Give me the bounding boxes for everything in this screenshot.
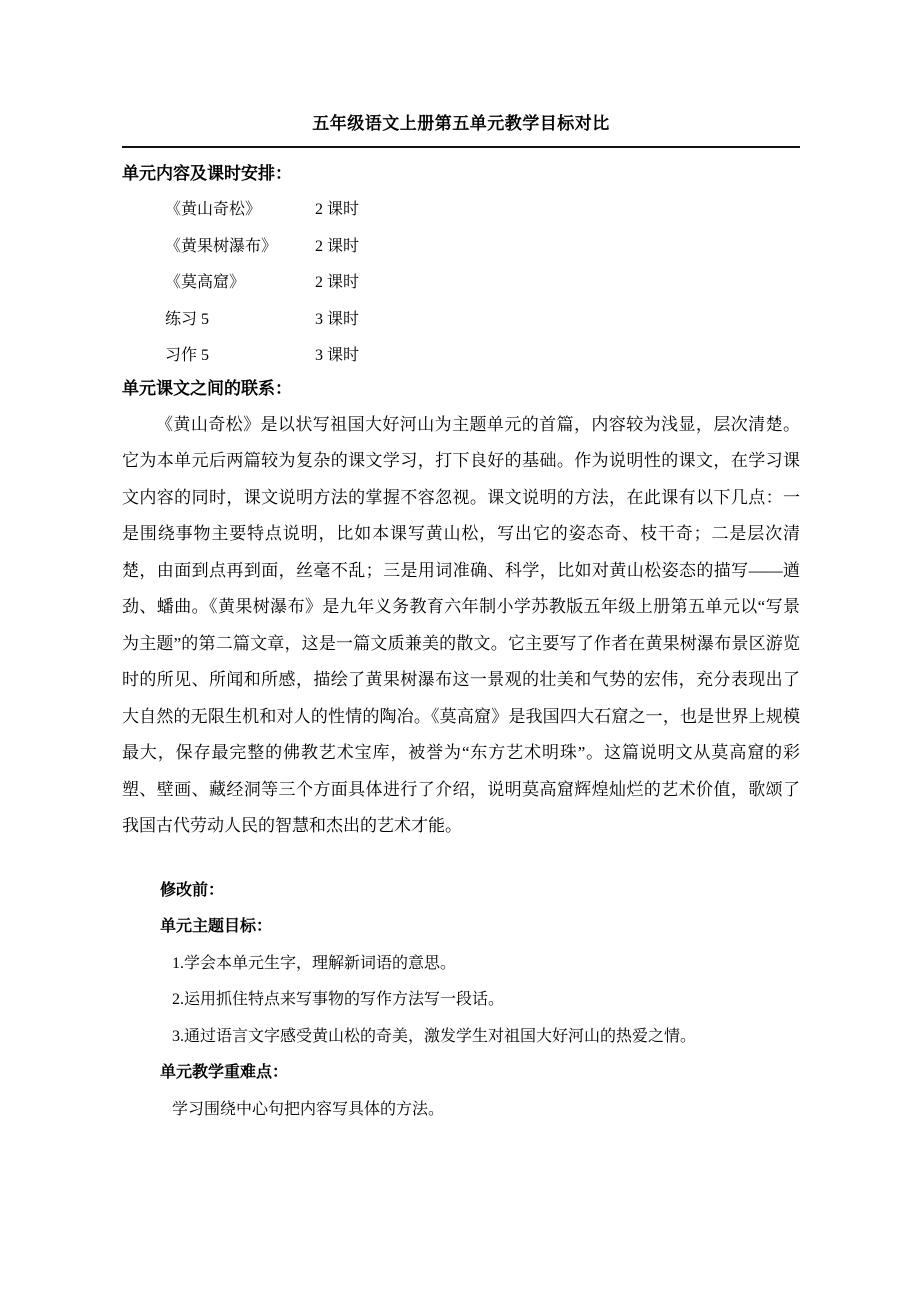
section-relation: [122, 377, 800, 845]
section-revision-before: [122, 873, 800, 1129]
relation-heading: 单元课文之间的联系：: [122, 378, 292, 398]
course-hours: 3 课时: [315, 347, 360, 364]
before-label: 修改前：: [160, 881, 225, 899]
document-header: [122, 112, 800, 148]
course-title: 《莫高窟》: [165, 274, 246, 291]
document-content: [122, 112, 800, 1128]
course-title: 习作 5: [165, 347, 210, 364]
goal-item: 3.通过语言文字感受黄山松的奇美，激发学生对祖国大好河山的热爱之情。: [172, 1027, 697, 1045]
course-hours: 2 课时: [315, 274, 360, 291]
key-points-heading: 单元教学重难点：: [160, 1064, 289, 1081]
schedule-row: [122, 302, 800, 339]
schedule-row: [122, 338, 800, 375]
theme-goals-heading: 单元主题目标：: [160, 918, 273, 935]
goal-item: 1.学会本单元生字，理解新词语的意思。: [172, 954, 457, 972]
course-hours: 2 课时: [315, 237, 360, 255]
relation-paragraph: 《黄山奇松》是以状写祖国大好河山为主题单元的首篇，内容较为浅显，层次清楚。它为本单元后两篇较为复杂的课文学习，打下良好的基础。作为说明性的课文，在学习课文内容的同时，课文说明方法的掌握不容忽视。课文说明的方法，在此课有以下几点：一是围绕事物主要特点说明，比如本课写黄山松，写出它的姿态奇、枝干奇；二是层次清楚，由面到点再到面，丝毫不乱；三是用词准确、科学，比如对黄山松姿态的描写——遒劲、蟠曲。《黄果树瀑布》是九年义务教育六年制小学苏教版五年级上册第五单元以“写景为主题”的第二篇文章，这是一篇文质兼美的散文。它主要写了作者在黄果树瀑布景区游览时的所见、所闻和所感，描绘了黄果树瀑布这一景观的壮美和气势的宏伟，充分表现出了大自然的无限生机和对人的性情的陶冶。《莫高窟》是我国四大石窟之一，也是世界上规模最大，保存最完整的佛教艺术宝库，被誉为“东方艺术明珠”。这篇说明文从莫高窟的彩塑、壁画、藏经洞等三个方面具体进行了介绍，说明莫高窟辉煌灿烂的艺术价值，歌颂了我国古代劳动人民的智慧和杰出的艺术才能。: [122, 414, 800, 835]
section-schedule: [122, 162, 800, 375]
document-title: 五年级语文上册第五单元教学目标对比: [312, 114, 610, 133]
schedule-row: [122, 265, 800, 302]
course-hours: 2 课时: [315, 201, 360, 218]
schedule-row: [122, 229, 800, 266]
key-points-text: 学习围绕中心句把内容写具体的方法。: [172, 1100, 445, 1118]
schedule-heading: 单元内容及课时安排：: [122, 164, 292, 183]
goal-item: 2.运用抓住特点来写事物的写作方法写一段话。: [172, 991, 505, 1008]
course-title: 《黄山奇松》: [165, 201, 262, 218]
schedule-list: [122, 192, 800, 375]
course-hours: 3 课时: [315, 310, 360, 328]
course-title: 练习 5: [165, 310, 210, 328]
schedule-row: [122, 192, 800, 229]
course-title: 《黄果树瀑布》: [165, 237, 278, 255]
